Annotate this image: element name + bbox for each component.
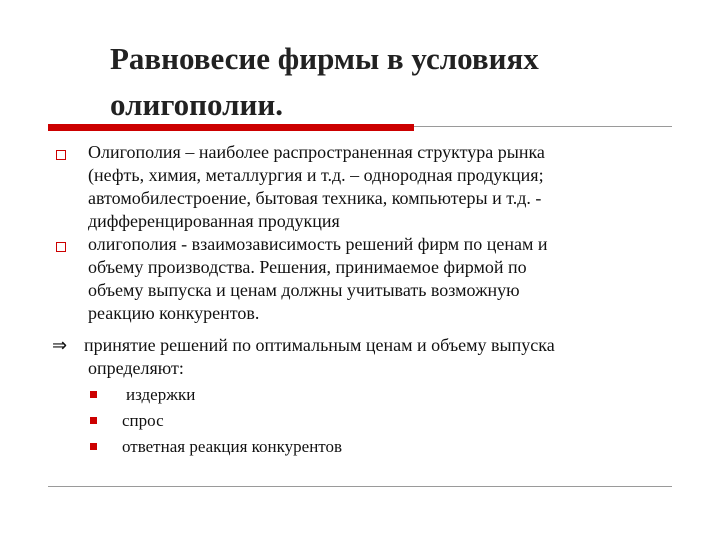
- text-line: объему выпуска и ценам должны учитывать возможную: [88, 280, 520, 300]
- text-line: определяют:: [88, 358, 184, 378]
- text-line: дифференцированная продукция: [88, 211, 340, 231]
- solid-square-bullet-icon: [90, 417, 97, 424]
- text-line: реакцию конкурентов.: [88, 303, 260, 323]
- text-line: (нефть, химия, металлургия и т.д. – однородная продукция;: [88, 165, 544, 185]
- solid-square-bullet-icon: [90, 391, 97, 398]
- bullet-interdependence: [88, 233, 548, 325]
- text-line: принятие решений по оптимальным ценам и объему выпуска: [84, 335, 555, 355]
- sub-item-costs: издержки: [126, 385, 196, 404]
- solid-square-bullet-icon: [90, 443, 97, 450]
- implies-arrow-icon: ⇒: [52, 335, 68, 356]
- sub-item-competitor-reaction: ответная реакция конкурентов: [122, 437, 343, 456]
- title-accent-rule: [48, 124, 414, 131]
- title-divider-rule: [414, 126, 672, 127]
- text-line: автомобилестроение, бытовая техника, компьютеры и т.д. -: [88, 188, 542, 208]
- hollow-square-bullet-icon: [56, 150, 66, 160]
- hollow-square-bullet-icon: [56, 242, 66, 252]
- footer-divider-rule: [48, 486, 672, 487]
- slide-title: [110, 36, 670, 128]
- text-line: объему производства. Решения, принимаемое фирмой по: [88, 257, 527, 277]
- text-line: олигополия - взаимозависимость решений фирм по ценам и: [88, 234, 548, 254]
- implication-text: [84, 334, 555, 380]
- title-line-2: олигополии.: [110, 87, 283, 122]
- title-line-1: Равновесие фирмы в условиях: [110, 41, 539, 76]
- text-line: Олигополия – наиболее распространенная структура рынка: [88, 142, 545, 162]
- sub-item-demand: спрос: [122, 411, 164, 430]
- bullet-oligopoly-definition: [88, 141, 545, 233]
